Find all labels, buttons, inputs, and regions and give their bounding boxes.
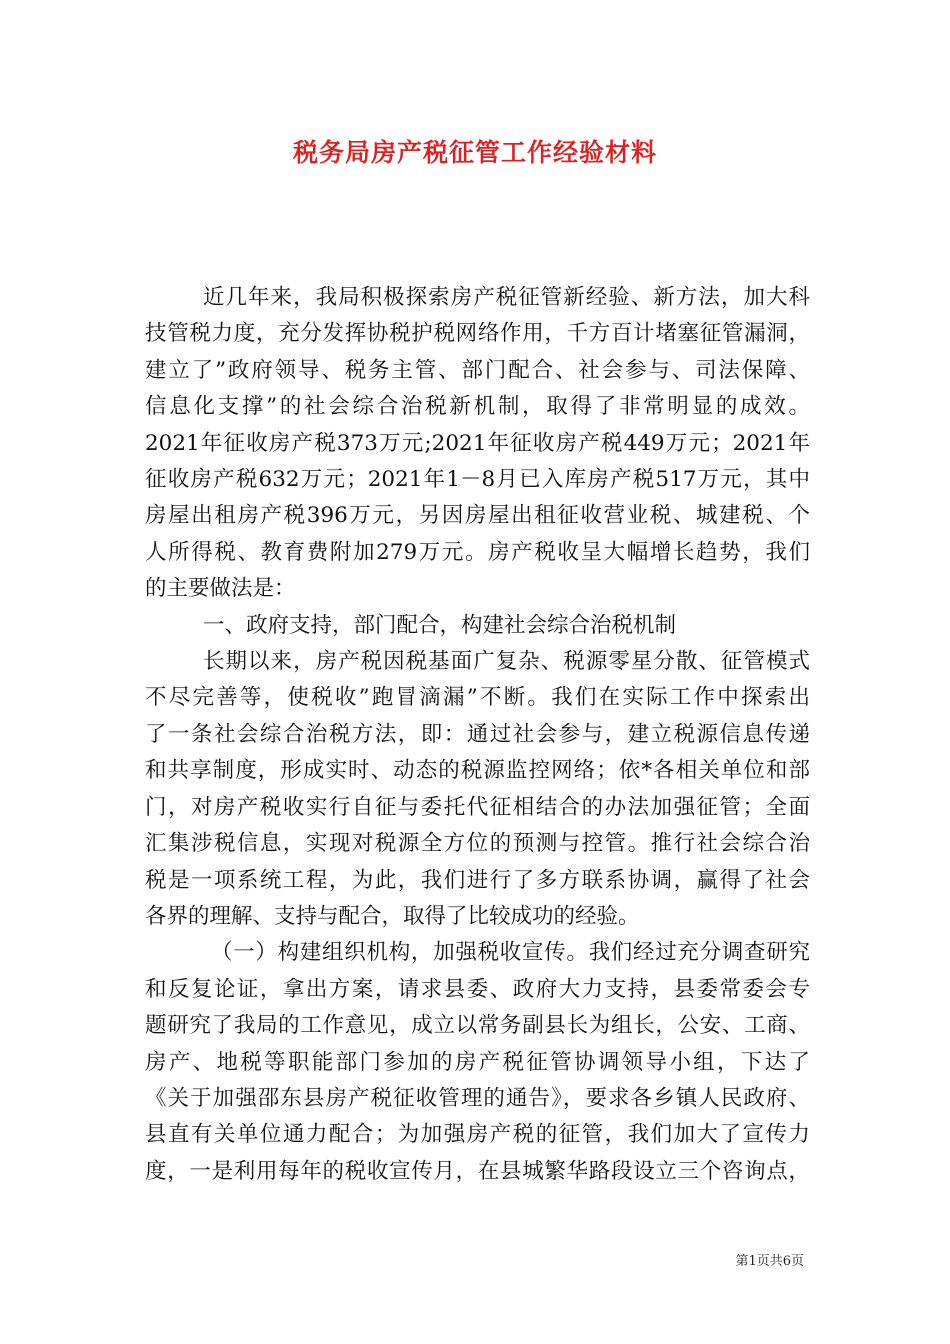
paragraph-line: 不尽完善等，使税收”跑冒滴漏”不断。我们在实际工作中探索出 [145,685,810,711]
paragraph-line: 各界的理解、支持与配合，取得了比较成功的经验。 [145,903,640,929]
paragraph-line: 长期以来，房产税因税基面广复杂、税源零星分散、征管模式 [203,649,810,675]
subsection-line: （一）构建组织机构，加强税收宣传。我们经过充分调查研究 [211,940,810,966]
page-number: 第1页共6页 [735,1254,804,1269]
paragraph-line: 门，对房产税收实行自征与委托代征相结合的办法加强征管；全面 [145,794,810,820]
paragraph-line: 人所得税、教育费附加279万元。房产税收呈大幅增长趋势，我们 [145,539,810,565]
paragraph-line: 和反复论证，拿出方案，请求县委、政府大力支持，县委常委会专 [145,976,810,1002]
paragraph-line: 房屋出租房产税396万元，另因房屋出租征收营业税、城建税、个 [145,503,810,529]
paragraph-line: 题研究了我局的工作意见，成立以常务副县长为组长，公安、工商、 [145,1013,810,1039]
paragraph-line: 近几年来，我局积极探索房产税征管新经验、新方法，加大科 [203,285,810,310]
paragraph-line: 县直有关单位通力配合；为加强房产税的征管，我们加大了宣传力 [145,1122,810,1148]
paragraph-line: 税是一项系统工程，为此，我们进行了多方联系协调，赢得了社会 [145,867,810,893]
paragraph-line: 信息化支撑”的社会综合治税新机制，取得了非常明显的成效。 [145,394,810,420]
document-body [145,280,810,1190]
paragraph-line: 技管税力度，充分发挥协税护税网络作用，千方百计堵塞征管漏洞， [145,321,810,347]
document-title: 税务局房产税征管工作经验材料 [292,138,657,167]
paragraph-line: 建立了”政府领导、税务主管、部门配合、社会参与、司法保障、 [145,357,810,383]
paragraph-line: 度，一是利用每年的税收宣传月，在县城繁华路段设立三个咨询点， [145,1158,810,1184]
paragraph-line: 的主要做法是： [145,576,296,602]
paragraph-line: 房产、地税等职能部门参加的房产税征管协调领导小组，下达了 [145,1049,810,1075]
paragraph-line: 征收房产税632万元；2021年1－8月已入库房产税517万元，其中 [145,467,810,493]
section-heading: 一、政府支持，部门配合，构建社会综合治税机制 [203,612,677,638]
paragraph-line: 2021年征收房产税373万元;2021年征收房产税449万元；2021年 [145,430,810,456]
paragraph-line: 汇集涉税信息，实现对税源全方位的预测与控管。推行社会综合治 [145,831,810,857]
paragraph-line: 和共享制度，形成实时、动态的税源监控网络；依*各相关单位和部 [145,758,810,784]
paragraph-line: 了一条社会综合治税方法，即：通过社会参与，建立税源信息传递 [145,721,810,747]
paragraph-line: 《关于加强邵东县房产税征收管理的通告》，要求各乡镇人民政府、 [145,1085,810,1111]
